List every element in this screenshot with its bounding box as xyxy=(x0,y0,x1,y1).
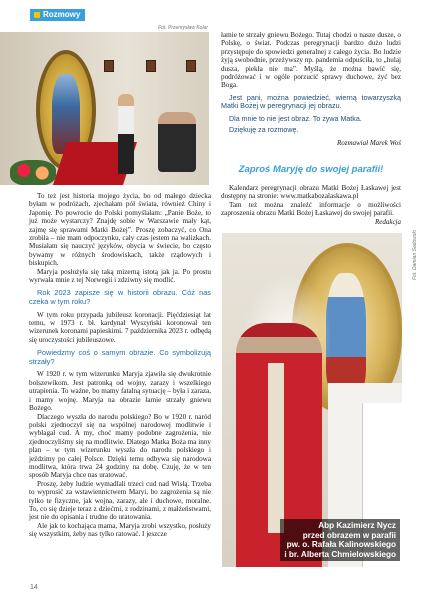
left-column xyxy=(29,192,211,539)
question: Powiedzmy coś o samym obrazie. Co symbolizują strzały? xyxy=(29,348,211,366)
caption-line: przed obrazem w parafii xyxy=(302,530,396,540)
paragraph: To też jest historia mojego życia, bo od małego dziecka byłam w podróżach, zjechałam pół świata, również Chiny i Japonię. Po powrocie do Polski pomyślałam: „Panie Boże, to już może wystarczy? Znajdę sobie w Warszawie mały kąt, zajmę się sprawami Matki Bożej”. Proszę zobaczyć, co Ona zrobiła – nie mam odpoczynku, cały czas jestem na walizkach. Musiałam się nauczyć języków, obycia w świecie, bo często bywamy w różnych środowiskach, także rządowych i biskupich. xyxy=(29,192,211,268)
wall-icon-picture xyxy=(186,60,196,72)
paragraph: łamie te strzały gniewu Bożego. Tutaj chodzi o nasze dusze, o Polskę, o świat. Podczas peregrynacji bardzo dużo ludzi przystępuje do spowiedzi generalnej z całego życia. Bo ludzie żyją swobodnie, przeżywszy np. pandemia odpuściła, to „hulaj dusza, piekła nie ma”. Myślą, że można bawić się, podróżować i w ogóle porzucić sprawy duchowe, żyć bez Boga. xyxy=(221,31,401,90)
photo-credit-side: Fot. Damian Sadowski xyxy=(412,229,418,280)
paragraph: Tam też można znaleźć informacje o możliwości zaproszenia obrazu Matki Bożej Łaskawej do swojej parafii. xyxy=(221,200,401,218)
signature: Rozmawiał Marek Woś xyxy=(336,138,401,147)
flowers xyxy=(10,160,56,185)
caption-line: i br. Alberta Chmielowskiego xyxy=(284,549,396,559)
wall-icon-picture xyxy=(146,60,156,72)
caption-line: pw. o. Rafała Kalinowskiego xyxy=(286,540,396,550)
paragraph: Kalendarz peregrynacji obrazu Matki Bożej Łaskawej jest dostępny na stronie: www.matkabozalaskawa.pl xyxy=(221,184,401,201)
caption-line: Abp Kazimierz Nycz xyxy=(318,521,396,531)
paragraph: Proszę, żeby ludzie wymadlali trzeci cud nad Wisłą. Trzeba to wyprosić za wstawiennictwem Maryi, bo zagrożenia są nie tylko te fizyczne, jak wojna, zarazy, ale i duchowe, moralne. To, co się dzieje teraz z dziećmi, z rodzinami, z małżeństwami, jest nie do opisania i trudne do uratowania. xyxy=(29,479,211,522)
editorial-signature: Redakcja xyxy=(374,217,401,226)
paragraph: W 1920 r. w tym wizerunku Maryja zjawiła się dwukrotnie bolszewikom. Jest patronką od wojny, zarazy i wszelkiego utrapienia. To ważne, bo mamy fatalną sytuację – była i zaraza, i mamy wojnę. Maryja na obrazie łamie strzały gniewu Bożego. xyxy=(29,370,211,413)
section-tag-label: Rozmowy xyxy=(43,10,81,19)
page-number: 14 xyxy=(30,584,38,591)
photo-chapel xyxy=(0,32,209,185)
photo-caption-bishop xyxy=(280,519,400,561)
photo-credit-top: Fot. Przemysław Kolar xyxy=(158,25,209,31)
bishop-stole xyxy=(268,363,284,533)
paragraph: Ale jak to kochająca mama, Maryja zrobi wszystko, posłuży się wszystkim, żeby nas tylko ratować. I jeszcze xyxy=(29,521,211,539)
question: Rok 2023 zapisze się w historii obrazu. Cóż nas czeka w tym roku? xyxy=(29,288,211,307)
section-tag-icon xyxy=(34,12,40,18)
section-tag xyxy=(30,9,85,21)
madonna-figure xyxy=(326,273,366,393)
paragraph: Maryja posłużyła się taką mizerną istotą jak ja. Po prostu wyrwała mnie z tej Norwegii i zdziwny się modlić. xyxy=(29,267,211,285)
woman-figure xyxy=(118,94,134,174)
invite-heading: Zaproś Maryję do swojej parafii! xyxy=(238,164,384,175)
thanks-line: Dziękuję za rozmowę. xyxy=(229,126,299,135)
wall-icon-picture xyxy=(104,60,114,72)
answer-line: Dla mnie to nie jest obraz. To żywa Matka. xyxy=(229,115,362,124)
photo-bishop xyxy=(222,233,402,567)
right-column-top xyxy=(221,31,401,147)
paragraph: Dlaczego wyszła do narodu polskiego? Bo w 1920 r. naród polski zjednoczył się na wspólnej narodowej modlitwie i wybłagał cud. A my, choć mamy podobne zagrożenia, nie zjednoczyliśmy się na modlitwie. Dlatego Matka Boża ma inny plan – w tym wizerunku wyszła do narodu polskiego i jeździmy po całej Polsce. Dzięki temu odbywa się narodowa modlitwa, która trwa 24 godziny na dobę. Czuję, że w ten sposób Maryja chce nas uratować. xyxy=(29,412,211,480)
seated-man-figure xyxy=(158,112,196,172)
paragraph: W tym roku przypada jubileusz koronacji. Pięćdziesiąt lat temu, w 1973 r. bł. kardynał Wyszyński koronował ten wizerunek koronami papieskimi. 7 października 2023 r. odbędą się uroczystości jubileuszowe. xyxy=(29,310,211,344)
question: Jest pani, można powiedzieć, wierną towarzyszką Matki Bożej w peregrynacji jej obrazu. xyxy=(221,92,401,111)
right-column-bottom xyxy=(221,184,401,226)
